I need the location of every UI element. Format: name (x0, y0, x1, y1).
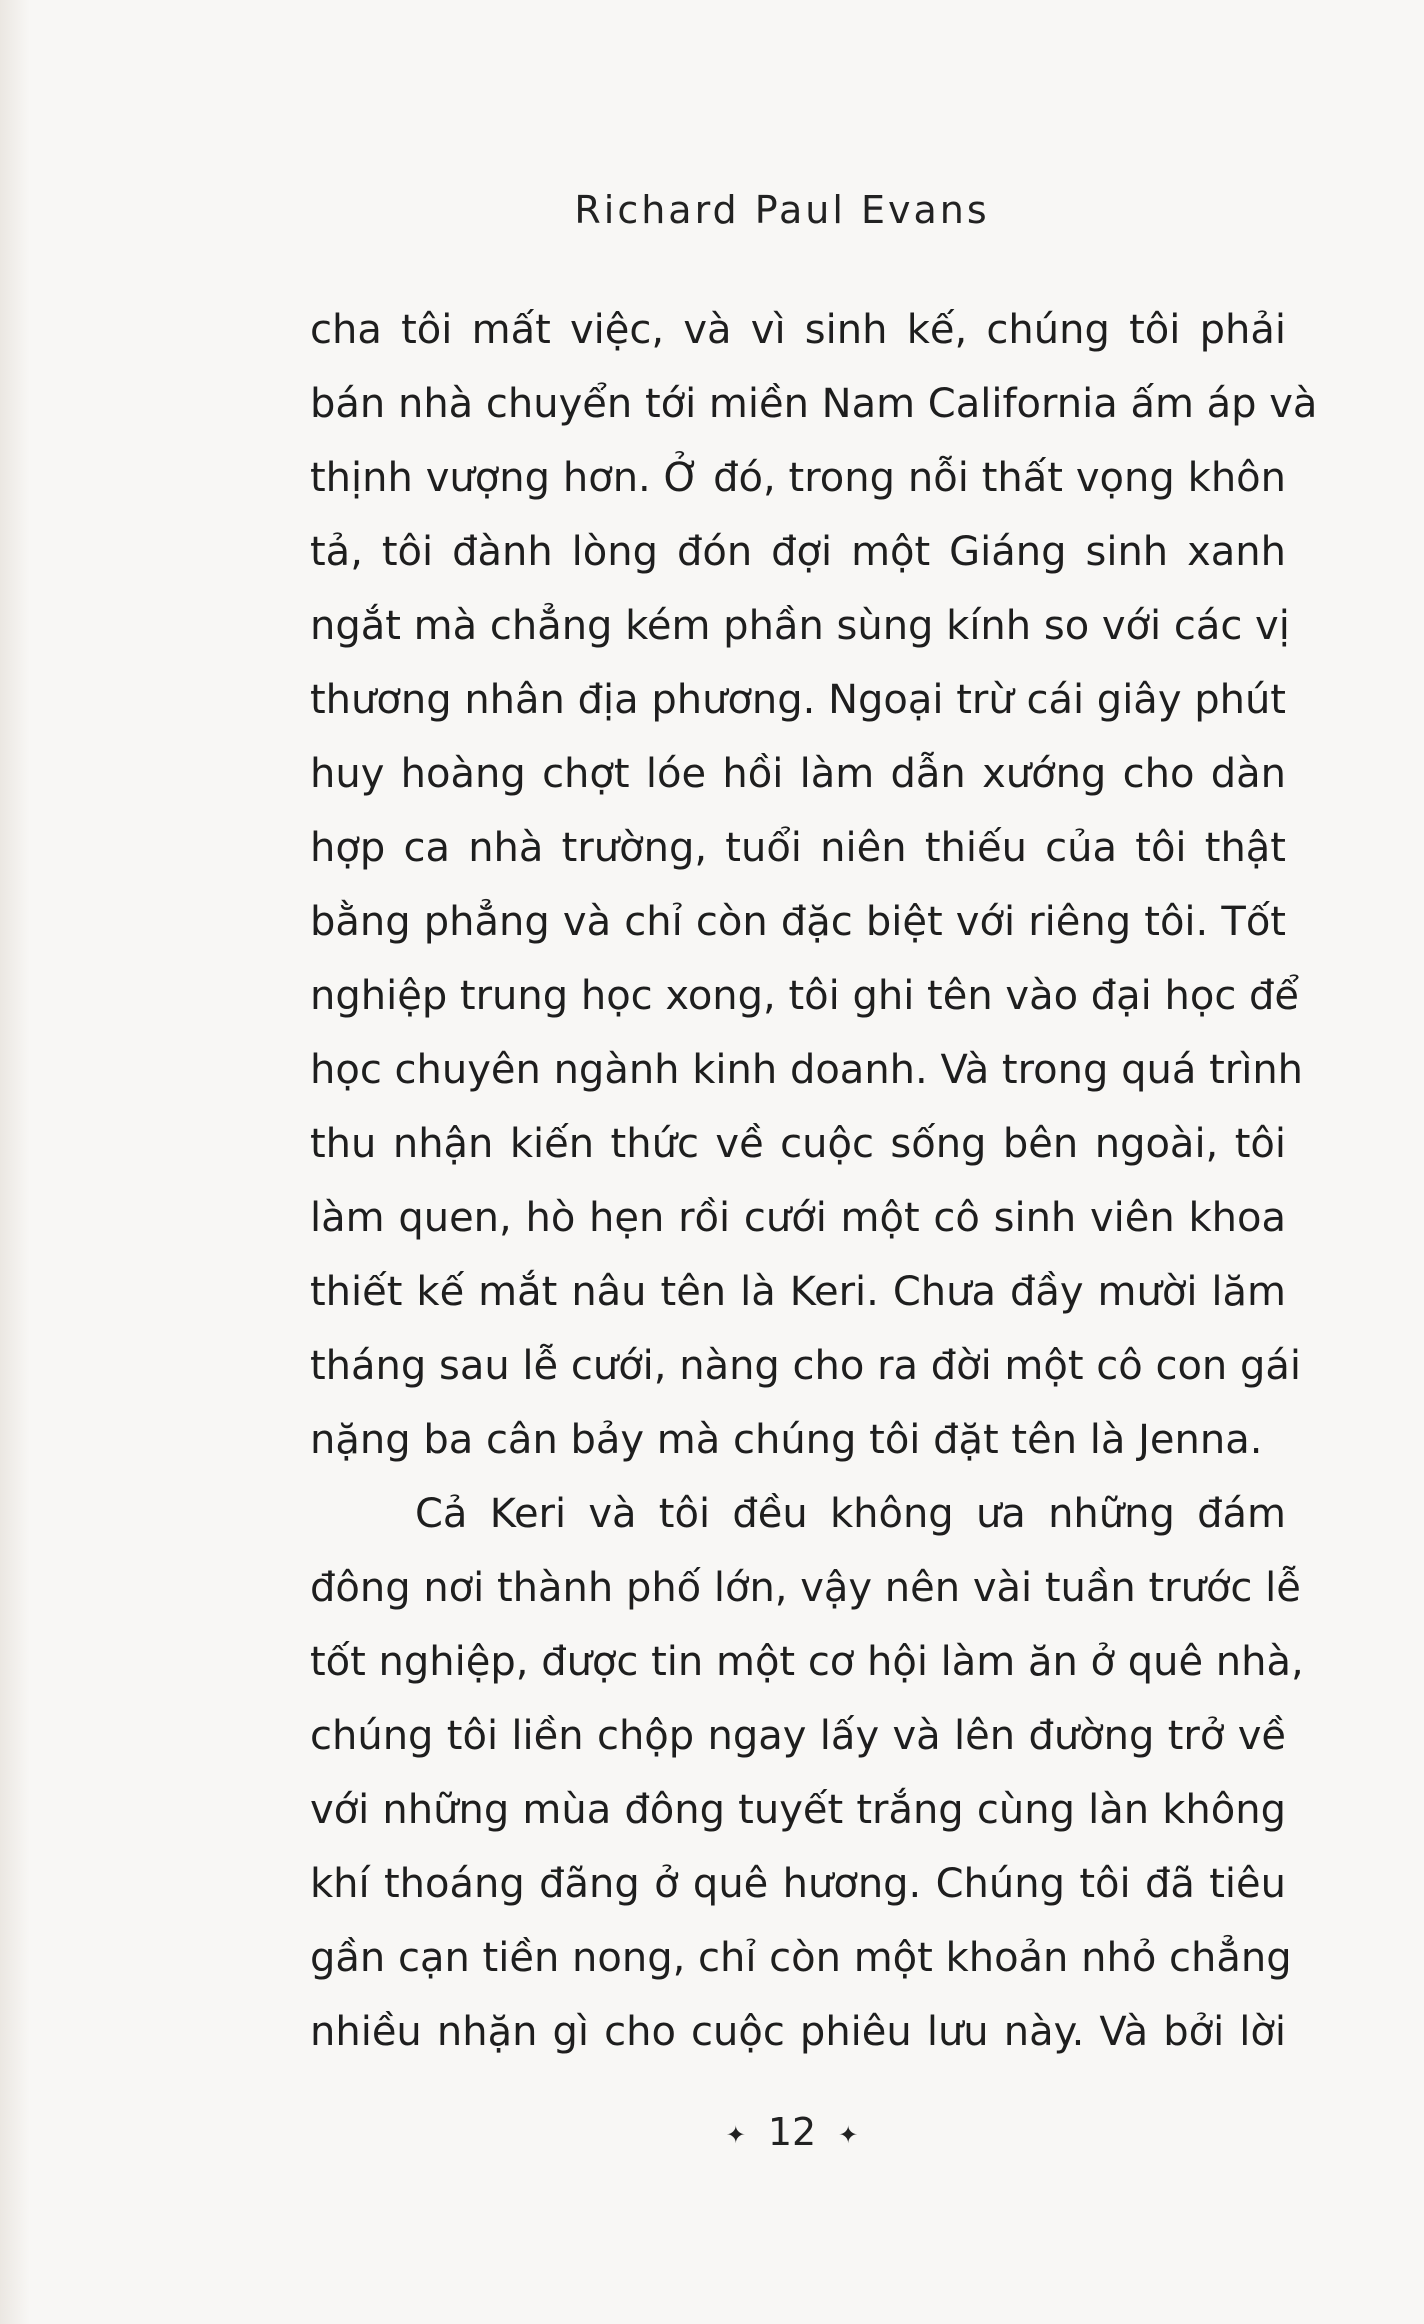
text-line: với những mùa đông tuyết trắng cùng làn không (310, 1787, 1286, 1833)
text-line: khí thoáng đãng ở quê hương. Chúng tôi đã tiêu (310, 1861, 1286, 1907)
text-line: thương nhân địa phương. Ngoại trừ cái giây phút (310, 677, 1286, 723)
ornament-star-icon: ✦ (725, 2120, 746, 2149)
text-line: hợp ca nhà trường, tuổi niên thiếu của tôi thật (310, 825, 1286, 871)
text-line: đông nơi thành phố lớn, vậy nên vài tuần trước lễ (310, 1565, 1301, 1611)
text-line: gần cạn tiền nong, chỉ còn một khoản nhỏ chẳng (310, 1935, 1292, 1981)
text-line: thu nhận kiến thức về cuộc sống bên ngoài, tôi (310, 1121, 1286, 1167)
text-line: ngắt mà chẳng kém phần sùng kính so với các vị (310, 603, 1290, 649)
running-header-author: Richard Paul Evans (574, 188, 990, 232)
text-line: cha tôi mất việc, và vì sinh kế, chúng tôi phải (310, 307, 1286, 353)
text-line: bán nhà chuyển tới miền Nam California ấm áp và (310, 381, 1318, 427)
paragraph-end-line: nặng ba cân bảy mà chúng tôi đặt tên là Jenna. (310, 1417, 1263, 1463)
text-line: tả, tôi đành lòng đón đợi một Giáng sinh xanh (310, 529, 1286, 575)
text-line: thịnh vượng hơn. Ở đó, trong nỗi thất vọng khôn (310, 455, 1286, 501)
text-line: thiết kế mắt nâu tên là Keri. Chưa đầy mười lăm (310, 1269, 1286, 1315)
text-line: huy hoàng chợt lóe hồi làm dẫn xướng cho dàn (310, 751, 1286, 797)
text-line: tốt nghiệp, được tin một cơ hội làm ăn ở quê nhà, (310, 1639, 1304, 1685)
text-line: tháng sau lễ cưới, nàng cho ra đời một cô con gái (310, 1343, 1301, 1389)
ornament-star-icon: ✦ (838, 2120, 859, 2149)
text-line: nhiều nhặn gì cho cuộc phiêu lưu này. Và bởi lời (310, 2009, 1286, 2055)
paragraph-start-line: Cả Keri và tôi đều không ưa những đám (415, 1491, 1286, 1537)
text-line: chúng tôi liền chộp ngay lấy và lên đường trở về (310, 1713, 1286, 1759)
text-line: nghiệp trung học xong, tôi ghi tên vào đại học để (310, 973, 1300, 1019)
page-edge-shadow (0, 0, 30, 2324)
body-text (310, 293, 1318, 2069)
page-footer (0, 2110, 1424, 2154)
text-line: làm quen, hò hẹn rồi cưới một cô sinh viên khoa (310, 1195, 1286, 1241)
text-line: học chuyên ngành kinh doanh. Và trong quá trình (310, 1047, 1304, 1093)
page-number: 12 (767, 2110, 817, 2154)
text-line: bằng phẳng và chỉ còn đặc biệt với riêng tôi. Tốt (310, 899, 1286, 945)
